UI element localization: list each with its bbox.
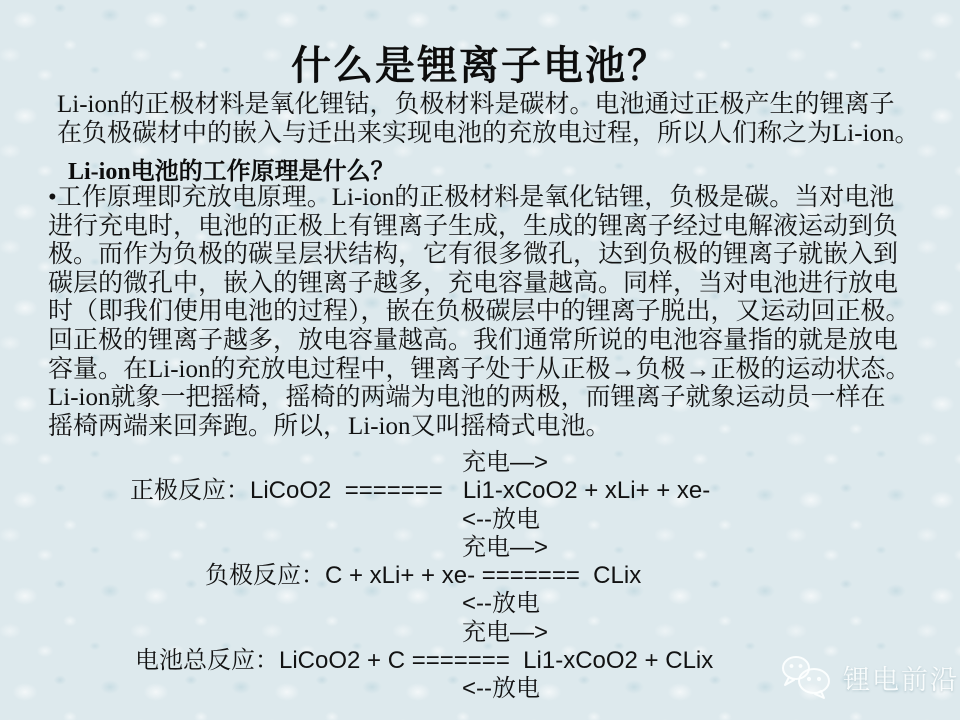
body-line: 极。而作为负极的碳呈层状结构，它有很多微孔，达到负极的锂离子就嵌入到 [48, 241, 899, 269]
body-line: 碳层的微孔中，嵌入的锂离子越多，充电容量越高。同样，当对电池进行放电 [48, 269, 899, 297]
charge-direction-label: 充电—> [462, 618, 549, 646]
body-line: 摇椅两端来回奔跑。所以，Li-ion又叫摇椅式电池。 [48, 412, 611, 440]
total-battery-reaction: 电池总反应：LiCoO2 + C ======= Li1-xCoO2 + CLix [135, 647, 714, 675]
section-heading: Li-ion电池的工作原理是什么？ [68, 159, 395, 185]
discharge-direction-label: <--放电 [462, 675, 540, 703]
negative-electrode-reaction: 负极反应：C + xLi+ + xe- ======= CLix [205, 562, 642, 590]
body-line: 进行充电时，电池的正极上有锂离子生成，生成的锂离子经过电解液运动到负 [48, 212, 899, 240]
discharge-direction-label: <--放电 [462, 590, 540, 618]
charge-direction-label: 充电—> [462, 449, 549, 476]
body-line: •工作原理即充放电原理。Li-ion的正极材料是氧化钴锂，负极是碳。当对电池 [48, 184, 895, 211]
body-line: 容量。在Li-ion的充放电过程中，锂离子处于从正极→负极→正极的运动状态。 [48, 355, 911, 383]
intro-line: Li-ion的正极材料是氧化锂钴，负极材料是碳材。电池通过正极产生的锂离子 [57, 91, 895, 118]
body-paragraph [48, 184, 911, 441]
intro-line: 在负极碳材中的嵌入与迁出来实现电池的充放电过程，所以人们称之为Li-ion。 [57, 120, 920, 147]
body-line: 时（即我们使用电池的过程），嵌在负极碳层中的锂离子脱出，又运动回正极。 [48, 298, 911, 326]
body-line: Li-ion就象一把摇椅，摇椅的两端为电池的两极，而锂离子就象运动员一样在 [48, 384, 886, 412]
watermark-label: 锂电前沿 [843, 664, 959, 695]
slide-title: 什么是锂离子电池？ [291, 43, 669, 88]
discharge-direction-label: <--放电 [462, 505, 540, 533]
positive-electrode-reaction: 正极反应：LiCoO2 ======= Li1-xCoO2 + xLi+ + xe- [130, 477, 711, 505]
body-line: 回正极的锂离子越多，放电容量越高。我们通常所说的电池容量指的就是放电 [48, 326, 899, 354]
charge-direction-label: 充电—> [462, 533, 549, 561]
watermark [780, 654, 959, 700]
intro-paragraph [57, 90, 920, 148]
wechat-icon [780, 654, 834, 700]
